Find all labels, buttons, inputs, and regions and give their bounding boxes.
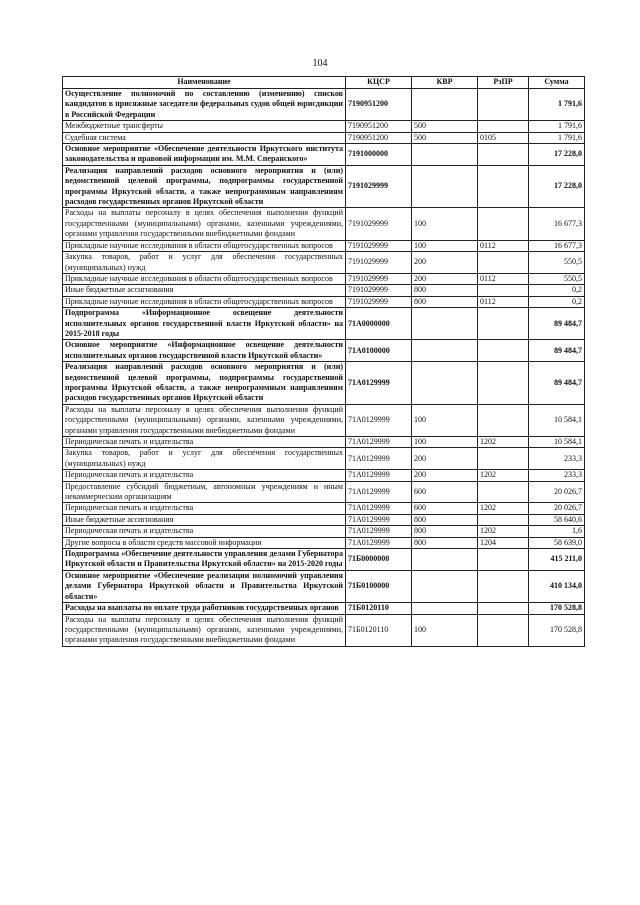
table-row [63, 570, 585, 602]
row-kcsr-cell: 7191029999 [346, 285, 412, 296]
row-name-cell: Закупка товаров, работ и услуг для обеспечения государственных (муниципальных) нужд [63, 448, 346, 470]
row-rzpr-cell: 1204 [478, 537, 529, 548]
row-sum-cell: 233,3 [529, 470, 585, 481]
table-row [63, 165, 585, 208]
row-kcsr-cell: 7191029999 [346, 240, 412, 251]
row-name-cell: Предоставление субсидий бюджетным, автономным учреждениям и иным некоммерческим организациям [63, 481, 346, 503]
row-name-cell: Подпрограмма «Информационное освещение деятельности исполнительных органов государственной власти Иркутской области» на 2015-2018 годы [63, 308, 346, 340]
row-name-cell: Иные бюджетные ассигнования [63, 514, 346, 525]
row-rzpr-cell: 0112 [478, 273, 529, 284]
row-kcsr-cell: 71А0129999 [346, 503, 412, 514]
row-name-cell: Реализация направлений расходов основного мероприятия и (или) ведомственной целевой программы, подпрограммы государственной программы Иркутской области, а также непрограммным направлениям расходов государственных органов Иркутской области [63, 362, 346, 405]
row-kvr-cell: 800 [412, 514, 478, 525]
table-row [63, 537, 585, 548]
row-kcsr-cell: 71Б0000000 [346, 549, 412, 571]
row-kvr-cell: 100 [412, 208, 478, 240]
row-rzpr-cell [478, 165, 529, 208]
row-sum-cell: 58 639,0 [529, 537, 585, 548]
row-kvr-cell: 200 [412, 470, 478, 481]
table-row [63, 132, 585, 143]
row-kcsr-cell: 71А0129999 [346, 437, 412, 448]
row-name-cell: Расходы на выплаты персоналу в целях обеспечения выполнения функций государственными (муниципальными) органами, казенными учреждениями, органами управления государственными внебюджетными фондами [63, 404, 346, 436]
row-rzpr-cell [478, 208, 529, 240]
table-row [63, 404, 585, 436]
row-sum-cell: 170 528,8 [529, 614, 585, 646]
row-sum-cell: 170 528,8 [529, 603, 585, 614]
table-row [63, 340, 585, 362]
budget-table [62, 76, 585, 647]
row-kvr-cell: 800 [412, 285, 478, 296]
row-sum-cell: 550,5 [529, 252, 585, 274]
row-kvr-cell [412, 570, 478, 602]
row-kcsr-cell: 71Б0120110 [346, 603, 412, 614]
row-sum-cell: 415 211,0 [529, 549, 585, 571]
row-rzpr-cell: 1202 [478, 526, 529, 537]
row-sum-cell: 233,3 [529, 448, 585, 470]
row-kcsr-cell: 71А0129999 [346, 481, 412, 503]
table-row [63, 481, 585, 503]
row-rzpr-cell [478, 481, 529, 503]
row-name-cell: Другие вопросы в области средств массовой информации [63, 537, 346, 548]
row-rzpr-cell: 0112 [478, 296, 529, 307]
row-name-cell: Прикладные научные исследования в области общегосударственных вопросов [63, 240, 346, 251]
table-row [63, 89, 585, 121]
row-rzpr-cell [478, 570, 529, 602]
row-name-cell: Судебная система [63, 132, 346, 143]
row-name-cell: Иные бюджетные ассигнования [63, 285, 346, 296]
row-kvr-cell: 500 [412, 121, 478, 132]
row-name-cell: Основное мероприятие «Обеспечение деятельности Иркутского института законодательства и правовой информации им. М.М. Сперанского» [63, 144, 346, 166]
row-kcsr-cell: 71А0129999 [346, 537, 412, 548]
row-name-cell: Периодическая печать и издательства [63, 470, 346, 481]
row-kcsr-cell: 71А0129999 [346, 362, 412, 405]
row-name-cell: Осуществление полномочий по составлению (изменению) списков кандидатов в присяжные заседатели федеральных судов общей юрисдикции в Российской Федерации [63, 89, 346, 121]
table-row [63, 273, 585, 284]
table-row [63, 362, 585, 405]
table-row [63, 240, 585, 251]
table-row [63, 614, 585, 646]
page-number: 104 [312, 58, 328, 69]
row-name-cell: Межбюджетные трансферты [63, 121, 346, 132]
row-name-cell: Закупка товаров, работ и услуг для обеспечения государственных (муниципальных) нужд [63, 252, 346, 274]
row-kcsr-cell: 7190951200 [346, 121, 412, 132]
row-sum-cell: 17 228,0 [529, 144, 585, 166]
row-kcsr-cell: 7190951200 [346, 132, 412, 143]
row-rzpr-cell [478, 614, 529, 646]
row-kcsr-cell: 7191029999 [346, 208, 412, 240]
row-kvr-cell: 600 [412, 503, 478, 514]
column-header-kcsr: КЦСР [346, 77, 412, 89]
table-row [63, 549, 585, 571]
column-header-kvr: КВР [412, 77, 478, 89]
row-name-cell: Основное мероприятие «Информационное освещение деятельности исполнительных органов государственной власти Иркутской области» [63, 340, 346, 362]
row-rzpr-cell: 0112 [478, 240, 529, 251]
row-kcsr-cell: 71А0129999 [346, 514, 412, 525]
row-kvr-cell: 100 [412, 404, 478, 436]
row-kcsr-cell: 7191000000 [346, 144, 412, 166]
table-row [63, 285, 585, 296]
row-kvr-cell [412, 165, 478, 208]
row-name-cell: Реализация направлений расходов основного мероприятия и (или) ведомственной целевой программы, подпрограммы государственной программы Иркутской области, а также непрограммным направлениям расходов государственных органов Иркутской области [63, 165, 346, 208]
table-row [63, 308, 585, 340]
row-kcsr-cell: 71Б0120110 [346, 614, 412, 646]
row-kcsr-cell: 71А0129999 [346, 470, 412, 481]
row-name-cell: Расходы на выплаты персоналу в целях обеспечения выполнения функций государственными (муниципальными) органами, казенными учреждениями, органами управления государственными внебюджетными фондами [63, 614, 346, 646]
row-name-cell: Прикладные научные исследования в области общегосударственных вопросов [63, 296, 346, 307]
row-sum-cell: 550,5 [529, 273, 585, 284]
row-kcsr-cell: 71А0129999 [346, 448, 412, 470]
row-name-cell: Основное мероприятие «Обеспечение реализации полномочий управления делами Губернатора Иркутской области и Правительства Иркутской области» [63, 570, 346, 602]
row-sum-cell: 0,2 [529, 296, 585, 307]
row-kvr-cell: 200 [412, 252, 478, 274]
row-sum-cell: 1 791,6 [529, 121, 585, 132]
row-rzpr-cell [478, 549, 529, 571]
row-rzpr-cell [478, 362, 529, 405]
row-kvr-cell [412, 549, 478, 571]
row-sum-cell: 10 584,1 [529, 404, 585, 436]
row-kvr-cell: 100 [412, 614, 478, 646]
table-row [63, 208, 585, 240]
row-sum-cell: 89 484,7 [529, 362, 585, 405]
row-sum-cell: 1 791,6 [529, 89, 585, 121]
row-sum-cell: 16 677,3 [529, 240, 585, 251]
row-rzpr-cell [478, 89, 529, 121]
row-name-cell: Периодическая печать и издательства [63, 437, 346, 448]
row-kvr-cell [412, 603, 478, 614]
table-row [63, 503, 585, 514]
row-name-cell: Расходы на выплаты персоналу в целях обеспечения выполнения функций государственными (муниципальными) органами, казенными учреждениями, органами управления государственными внебюджетными фондами [63, 208, 346, 240]
row-name-cell: Прикладные научные исследования в области общегосударственных вопросов [63, 273, 346, 284]
row-rzpr-cell [478, 340, 529, 362]
row-sum-cell: 20 026,7 [529, 481, 585, 503]
row-kcsr-cell: 71А0000000 [346, 308, 412, 340]
row-rzpr-cell: 1202 [478, 437, 529, 448]
table-row [63, 121, 585, 132]
table-row [63, 470, 585, 481]
row-sum-cell: 58 640,6 [529, 514, 585, 525]
row-sum-cell: 0,2 [529, 285, 585, 296]
row-kcsr-cell: 7191029999 [346, 165, 412, 208]
row-name-cell: Периодическая печать и издательства [63, 503, 346, 514]
column-header-rzpr: РзПР [478, 77, 529, 89]
table-row [63, 252, 585, 274]
row-kcsr-cell: 7191029999 [346, 273, 412, 284]
row-kcsr-cell: 71Б0100000 [346, 570, 412, 602]
row-sum-cell: 10 584,1 [529, 437, 585, 448]
row-kvr-cell: 100 [412, 240, 478, 251]
row-kvr-cell [412, 340, 478, 362]
row-kcsr-cell: 71А0129999 [346, 404, 412, 436]
table-row [63, 144, 585, 166]
table-header-row [63, 77, 585, 89]
row-sum-cell: 17 228,0 [529, 165, 585, 208]
table-row [63, 603, 585, 614]
row-kvr-cell [412, 144, 478, 166]
row-rzpr-cell: 1202 [478, 503, 529, 514]
row-kvr-cell: 200 [412, 448, 478, 470]
row-sum-cell: 89 484,7 [529, 308, 585, 340]
row-rzpr-cell [478, 252, 529, 274]
table-row [63, 437, 585, 448]
row-sum-cell: 1 791,6 [529, 132, 585, 143]
row-rzpr-cell [478, 514, 529, 525]
table-row [63, 514, 585, 525]
row-sum-cell: 16 677,3 [529, 208, 585, 240]
row-rzpr-cell: 0105 [478, 132, 529, 143]
row-kvr-cell: 600 [412, 481, 478, 503]
row-rzpr-cell: 1202 [478, 470, 529, 481]
row-rzpr-cell [478, 603, 529, 614]
row-kcsr-cell: 7191029999 [346, 296, 412, 307]
row-name-cell: Периодическая печать и издательства [63, 526, 346, 537]
table-row [63, 296, 585, 307]
row-kvr-cell: 800 [412, 526, 478, 537]
row-rzpr-cell [478, 144, 529, 166]
row-rzpr-cell [478, 285, 529, 296]
row-name-cell: Расходы на выплаты по оплате труда работников государственных органов [63, 603, 346, 614]
table-row [63, 526, 585, 537]
column-header-sum: Сумма [529, 77, 585, 89]
row-sum-cell: 1,6 [529, 526, 585, 537]
row-kvr-cell [412, 362, 478, 405]
row-kvr-cell [412, 308, 478, 340]
row-kcsr-cell: 71А0129999 [346, 526, 412, 537]
row-name-cell: Подпрограмма «Обеспечение деятельности управления делами Губернатора Иркутской области и Правительства Иркутской области» на 2015-2020 годы [63, 549, 346, 571]
column-header-name: Наименование [63, 77, 346, 89]
row-kvr-cell: 500 [412, 132, 478, 143]
row-sum-cell: 20 026,7 [529, 503, 585, 514]
table-row [63, 448, 585, 470]
row-rzpr-cell [478, 448, 529, 470]
row-kvr-cell: 800 [412, 537, 478, 548]
row-kcsr-cell: 7191029999 [346, 252, 412, 274]
table-body [63, 89, 585, 647]
row-kcsr-cell: 7190951200 [346, 89, 412, 121]
row-sum-cell: 410 134,0 [529, 570, 585, 602]
row-rzpr-cell [478, 308, 529, 340]
row-kcsr-cell: 71А0100000 [346, 340, 412, 362]
row-kvr-cell: 200 [412, 273, 478, 284]
row-rzpr-cell [478, 404, 529, 436]
row-kvr-cell: 800 [412, 296, 478, 307]
row-rzpr-cell [478, 121, 529, 132]
row-sum-cell: 89 484,7 [529, 340, 585, 362]
row-kvr-cell: 100 [412, 437, 478, 448]
row-kvr-cell [412, 89, 478, 121]
